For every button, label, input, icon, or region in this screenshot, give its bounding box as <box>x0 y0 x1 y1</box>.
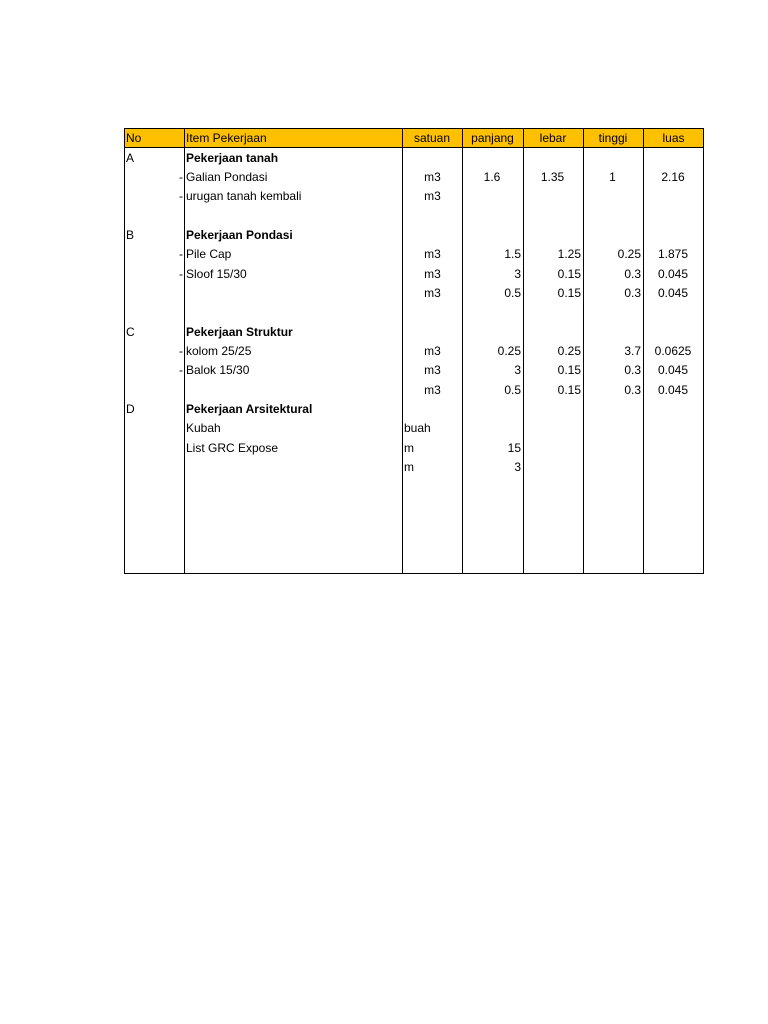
cell-tinggi: 0.25 <box>617 247 641 262</box>
cell-no: A <box>126 150 135 165</box>
cell-item: Galian Pondasi <box>186 169 268 184</box>
cell-satuan: m <box>404 440 414 455</box>
header-panjang: panjang <box>471 131 514 145</box>
cell-panjang: 3 <box>514 266 521 281</box>
cell-panjang: 1.6 <box>483 169 501 184</box>
header-item: Item Pekerjaan <box>186 131 267 145</box>
cell-no: C <box>126 324 135 339</box>
cell-item: Pekerjaan Arsitektural <box>186 402 313 417</box>
cell-lebar: 1.35 <box>540 169 565 184</box>
cell-satuan: m3 <box>424 382 441 397</box>
cell-tinggi: 0.3 <box>624 266 641 281</box>
cell-satuan: m3 <box>424 266 441 281</box>
cell-luas: 0.045 <box>657 266 689 281</box>
cell-dash: - <box>179 344 183 358</box>
cell-luas: 0.045 <box>657 382 689 397</box>
cell-luas: 1.875 <box>657 247 689 262</box>
cell-tinggi: 1 <box>609 169 616 184</box>
cell-satuan: m3 <box>424 344 441 358</box>
cell-panjang: 0.5 <box>504 382 521 397</box>
cell-panjang: 15 <box>507 440 521 455</box>
header-lebar: lebar <box>539 131 567 145</box>
cell-panjang: 1.5 <box>504 247 521 262</box>
header-no: No <box>126 131 142 145</box>
cell-satuan: m3 <box>424 247 441 262</box>
cell-lebar: 0.25 <box>557 344 581 358</box>
cell-item: Pekerjaan Pondasi <box>186 227 293 242</box>
cell-satuan: m <box>404 460 414 475</box>
cell-item: Pekerjaan tanah <box>186 150 279 165</box>
cell-luas: 2.16 <box>661 169 685 184</box>
column-divider <box>402 129 403 573</box>
cell-item: urugan tanah kembali <box>186 189 302 204</box>
cell-satuan: m3 <box>424 285 441 300</box>
cell-item: Sloof 15/30 <box>186 266 247 281</box>
work-item-table <box>124 128 704 574</box>
column-divider <box>184 129 185 573</box>
cell-item: Kubah <box>186 421 221 436</box>
cell-lebar: 0.15 <box>557 363 581 378</box>
cell-lebar: 0.15 <box>557 382 581 397</box>
header-satuan: satuan <box>413 131 451 145</box>
cell-tinggi: 0.3 <box>624 363 641 378</box>
cell-dash: - <box>179 363 183 378</box>
cell-lebar: 0.15 <box>557 266 581 281</box>
header-luas: luas <box>662 131 685 145</box>
cell-satuan: m3 <box>424 169 441 184</box>
cell-item: Pile Cap <box>186 247 232 262</box>
cell-no: D <box>126 402 135 417</box>
header-tinggi: tinggi <box>598 131 628 145</box>
cell-luas: 0.045 <box>657 363 689 378</box>
cell-item: List GRC Expose <box>186 440 279 455</box>
cell-luas: 0.0625 <box>654 344 692 358</box>
cell-satuan: buah <box>404 421 431 436</box>
cell-tinggi: 0.3 <box>624 382 641 397</box>
cell-panjang: 3 <box>514 460 521 475</box>
cell-item: kolom 25/25 <box>186 344 252 358</box>
cell-luas: 0.045 <box>657 285 689 300</box>
cell-panjang: 3 <box>514 363 521 378</box>
cell-satuan: m3 <box>424 363 441 378</box>
cell-panjang: 0.25 <box>497 344 521 358</box>
cell-dash: - <box>179 189 183 204</box>
cell-item: Balok 15/30 <box>186 363 250 378</box>
cell-item: Pekerjaan Struktur <box>186 324 293 339</box>
cell-tinggi: 0.3 <box>624 285 641 300</box>
cell-dash: - <box>179 247 183 262</box>
cell-lebar: 1.25 <box>557 247 581 262</box>
cell-dash: - <box>179 169 183 184</box>
cell-panjang: 0.5 <box>504 285 521 300</box>
cell-dash: - <box>179 266 183 281</box>
cell-tinggi: 3.7 <box>624 344 641 358</box>
cell-lebar: 0.15 <box>557 285 581 300</box>
cell-satuan: m3 <box>424 189 441 204</box>
cell-no: B <box>126 227 135 242</box>
